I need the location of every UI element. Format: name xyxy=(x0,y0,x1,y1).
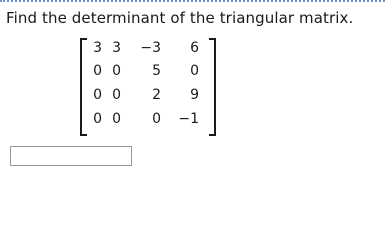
matrix-cell: 0 xyxy=(93,87,102,103)
top-divider xyxy=(0,0,385,2)
matrix-cell: 2 xyxy=(152,87,161,103)
matrix-cell: 5 xyxy=(152,63,161,79)
matrix-cell: 0 xyxy=(93,111,102,127)
right-bracket xyxy=(209,38,216,136)
left-bracket xyxy=(80,38,87,136)
matrix-cell: 6 xyxy=(190,40,199,56)
matrix-cell: 0 xyxy=(112,87,121,103)
matrix-cell: 0 xyxy=(152,111,161,127)
matrix-cell: 3 xyxy=(93,40,102,56)
answer-input[interactable] xyxy=(10,146,132,166)
matrix-cell: 0 xyxy=(190,63,199,79)
matrix-cell: 0 xyxy=(112,111,121,127)
matrix-cell: 9 xyxy=(190,87,199,103)
matrix-cell: −1 xyxy=(178,111,199,127)
question-text: Find the determinant of the triangular matrix. xyxy=(6,9,354,27)
matrix xyxy=(80,38,216,134)
matrix-cell: 0 xyxy=(93,63,102,79)
matrix-cell: 0 xyxy=(112,63,121,79)
matrix-cell: 3 xyxy=(112,40,121,56)
matrix-cell: −3 xyxy=(140,40,161,56)
